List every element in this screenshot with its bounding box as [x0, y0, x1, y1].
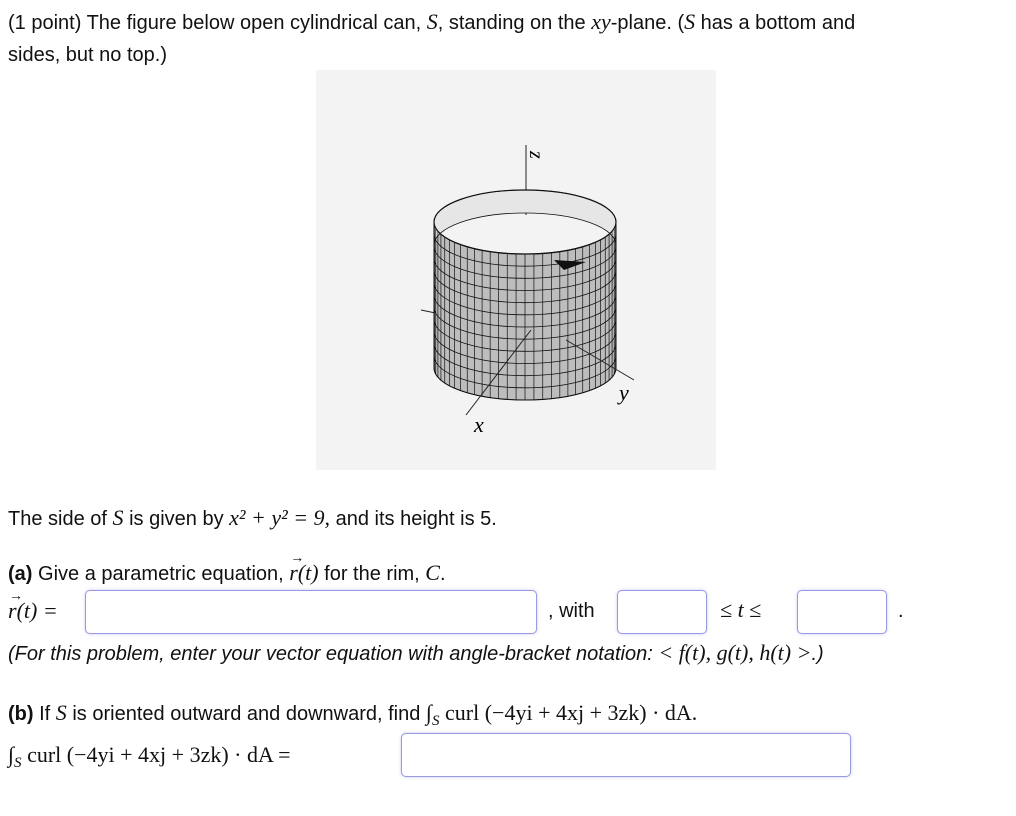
eq-b-expression: curl (−4yi + 4xj + 3zk) · dA =	[27, 742, 291, 767]
part-b-integral: ∫	[425, 700, 432, 725]
hint-text-b: .)	[811, 643, 824, 665]
intro-text-a: (1 point) The figure below open cylindrical can,	[8, 12, 422, 34]
eq-b-integral-sub: S	[14, 755, 22, 771]
side-description	[8, 505, 497, 532]
part-a-equation-label	[8, 598, 58, 625]
t-range-symbol: ≤ t ≤	[720, 597, 762, 622]
intro-text-c: -plane. (	[610, 12, 685, 34]
part-b-label: (b)	[8, 703, 34, 725]
part-b-question	[8, 700, 697, 734]
part-a-r-vector: → r	[289, 560, 298, 586]
side-text-c: and its height is 5.	[335, 508, 497, 530]
eq-r-vector: → r	[8, 598, 17, 624]
problem-intro-line1	[8, 9, 855, 36]
r-of-t-input[interactable]	[85, 590, 537, 634]
cylinder-figure	[316, 70, 716, 470]
part-a-label: (a)	[8, 563, 33, 585]
with-label: , with	[548, 600, 595, 622]
t-lower-bound-input[interactable]	[617, 590, 707, 634]
range-period: .	[898, 600, 904, 622]
eq-b-integral: ∫	[8, 742, 15, 767]
cylinder-svg	[316, 70, 716, 470]
part-a-rt: (t)	[297, 560, 319, 585]
y-axis-label: y	[619, 380, 629, 405]
x-axis-label: x	[474, 412, 484, 437]
part-b-var-S: S	[55, 700, 67, 725]
part-b-equation-label	[8, 742, 291, 776]
part-b-text2: is oriented outward and downward, find	[72, 703, 421, 725]
intro-var-xy: xy	[591, 9, 611, 34]
intro-var-S: S	[426, 9, 438, 34]
part-b-integral-sub: S	[431, 713, 440, 729]
flux-integral-input[interactable]	[401, 733, 851, 777]
cylinder-inner-wall	[434, 190, 616, 245]
eq-rt: (t) =	[16, 598, 58, 623]
z-axis-label: z	[525, 151, 547, 159]
intro-text-d: has a bottom and	[695, 12, 856, 34]
problem-intro-line2: sides, but no top.)	[8, 44, 167, 66]
part-a-text: Give a parametric equation,	[38, 563, 284, 585]
part-a-dot: .	[439, 563, 446, 585]
part-a-var-C: C	[425, 560, 440, 585]
part-b-text: If	[39, 703, 51, 725]
part-b-expression: curl (−4yi + 4xj + 3zk) · dA.	[445, 700, 698, 725]
hint-text-a: (For this problem, enter your vector equation with angle-bracket notation:	[8, 643, 653, 665]
side-text-b: is given by	[129, 508, 224, 530]
side-text-a: The side of	[8, 508, 107, 530]
t-upper-bound-input[interactable]	[797, 590, 887, 634]
hint-math: < f(t), g(t), h(t) >	[658, 640, 812, 665]
part-a-question	[8, 560, 446, 587]
intro-var-S2: S	[684, 9, 696, 34]
part-a-hint	[8, 640, 824, 667]
intro-text-b: , standing on the	[437, 12, 586, 34]
side-equation: x² + y² = 9,	[229, 505, 331, 530]
part-a-text2: for the rim,	[324, 563, 420, 585]
side-var-S: S	[112, 505, 124, 530]
